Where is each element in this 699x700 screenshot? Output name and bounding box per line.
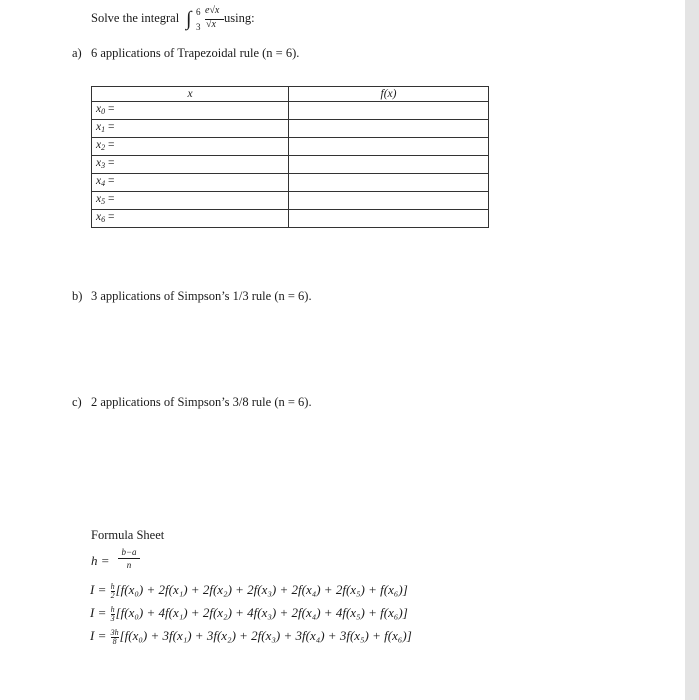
integrand-numerator: e√x xyxy=(205,5,220,16)
part-c-text: 2 applications of Simpson’s 3/8 rule (n = 6). xyxy=(91,395,312,409)
simpson-13-formula: I = $\frac{h}{3}$ [f(x₀) + 4f(x₁) + 2f(x₂) + 4f(x₃) + 2f(x₄) + 4f(x₅) + f(x₆)] xyxy=(90,604,408,623)
table-row xyxy=(92,120,489,138)
x-cell: $x_1$ = xyxy=(92,120,289,138)
header-fx: f(x) xyxy=(289,87,489,102)
table-row xyxy=(92,210,489,228)
table-row xyxy=(92,102,489,120)
x-cell: $x_2$ = xyxy=(92,138,289,156)
fx-cell[interactable] xyxy=(289,174,489,192)
fx-cell[interactable] xyxy=(289,210,489,228)
integral-sign: ∫ xyxy=(186,8,192,30)
integral-lower-limit: 3 xyxy=(196,22,201,32)
part-b-text: 3 applications of Simpson’s 1/3 rule (n = 6). xyxy=(91,289,312,303)
trapezoidal-formula: I = $\frac{h}{2}$ [f(x₀) + 2f(x₁) + 2f(x₂) + 2f(x₃) + 2f(x₄) + 2f(x₅) + f(x₆)] xyxy=(90,581,408,600)
h-fraction-bar xyxy=(118,558,140,559)
h-denominator: n xyxy=(126,560,132,570)
fx-cell[interactable] xyxy=(289,120,489,138)
x-cell: $x_4$ = xyxy=(92,174,289,192)
integral-expression xyxy=(186,4,226,30)
part-a-label: a) xyxy=(72,46,82,60)
table-row xyxy=(92,192,489,210)
fx-cell[interactable] xyxy=(289,138,489,156)
formula-sheet-title: Formula Sheet xyxy=(91,528,165,542)
question-prefix: Solve the integral xyxy=(91,11,180,25)
x-cell: $x_6$ = xyxy=(92,210,289,228)
table-row xyxy=(92,138,489,156)
values-table xyxy=(91,86,489,228)
fx-cell[interactable] xyxy=(289,192,489,210)
part-c-label: c) xyxy=(72,395,82,409)
integrand-denominator: √x xyxy=(206,19,216,30)
fx-cell[interactable] xyxy=(289,102,489,120)
h-numerator: b−a xyxy=(121,547,137,557)
h-fraction xyxy=(118,547,140,570)
x-cell: $x_5$ = xyxy=(92,192,289,210)
header-x: x xyxy=(92,87,289,102)
table-row xyxy=(92,156,489,174)
part-b-label: b) xyxy=(72,289,83,303)
table-row xyxy=(92,174,489,192)
integral-upper-limit: 6 xyxy=(196,7,201,17)
h-lhs: h = xyxy=(91,553,110,568)
x-cell: $x_0$ = xyxy=(92,102,289,120)
simpson-38-formula: I = $\frac{3h}{8}$ [f(x₀) + 3f(x₁) + 3f(x₂) + 2f(x₃) + 3f(x₄) + 3f(x₅) + f(x₆)] xyxy=(90,627,412,646)
part-a-text: 6 applications of Trapezoidal rule (n = 6). xyxy=(91,46,300,60)
x-cell: $x_3$ = xyxy=(92,156,289,174)
table-header-row xyxy=(92,87,489,102)
page-edge-shadow xyxy=(685,0,699,700)
question-suffix: using: xyxy=(224,11,255,25)
fx-cell[interactable] xyxy=(289,156,489,174)
